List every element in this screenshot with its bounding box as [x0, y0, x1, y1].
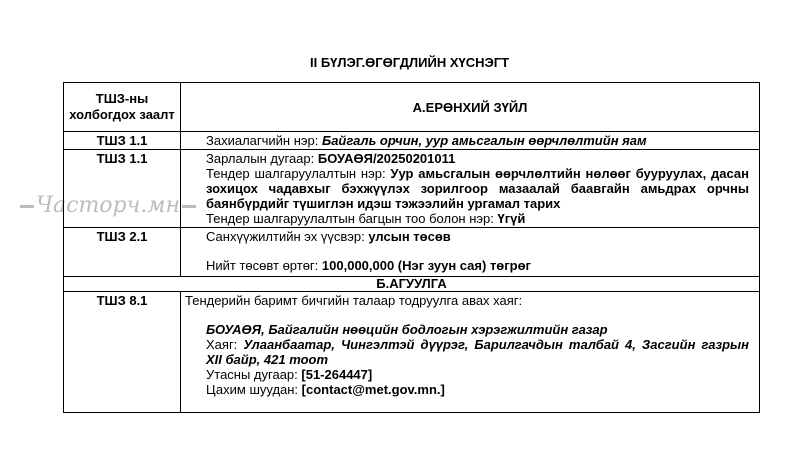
row-content — [181, 132, 760, 150]
announcement-line: Зарлалын дугаар: БОУАӨЯ/20250201011 — [206, 151, 456, 166]
table-row — [64, 228, 760, 277]
package-line: Тендер шалгаруулалтын багцын тоо болон нэр: Үгүй — [206, 211, 526, 226]
row-code: ТШЗ 2.1 — [64, 228, 181, 277]
row-code: ТШЗ 1.1 — [64, 132, 181, 150]
announcement-number: БОУАӨЯ/20250201011 — [317, 151, 456, 166]
contact-email: Цахим шуудан: [contact@met.gov.mn.] — [206, 382, 445, 397]
watermark-logo: Часторч.мн — [18, 193, 198, 218]
address-value: Улаанбаатар, Чингэлтэй дүүрэг, Барилгачдын талбай 4, Засгийн газрын XII байр, 421 тоот — [206, 337, 749, 367]
header-code-column: ТШЗ-ны холбогдох заалт — [64, 83, 181, 132]
contact-phone: Утасны дугаар: [51-264447] — [206, 367, 373, 382]
table-header-row — [64, 83, 760, 132]
table-row — [64, 150, 760, 228]
row-content — [181, 228, 760, 277]
section-b-title: Б.АГУУЛГА — [64, 277, 760, 292]
budget-line: Нийт төсөвт өртөг: 100,000,000 (Нэг зуун сая) төгрөг — [206, 258, 531, 273]
phone-value: [51-264447] — [301, 367, 373, 382]
contact-address: Хаяг: Улаанбаатар, Чингэлтэй дүүрэг, Барилгачдын талбай 4, Засгийн газрын XII байр, 421 тоот — [206, 337, 749, 367]
contact-org: БОУАӨЯ, Байгалийн нөөцийн бодлогын хэрэгжилтийн газар — [206, 322, 608, 337]
budget-value: 100,000,000 (Нэг зуун сая) төгрөг — [321, 258, 531, 273]
header-section-a: А.ЕРӨНХИЙ ЗҮЙЛ — [181, 83, 760, 132]
row-content — [181, 292, 760, 413]
funding-line: Санхүүжилтийн эх үүсвэр: улсын төсөв — [206, 229, 451, 244]
package-value: Үгүй — [497, 211, 526, 226]
row-code: ТШЗ 1.1 — [64, 150, 181, 228]
customer-value: Байгаль орчин, уур амьсгалын өөрчлөлтийн яам — [321, 133, 647, 148]
section-b-row — [64, 277, 760, 292]
tender-name-line: Тендер шалгаруулалтын нэр: Уур амьсгалын өөрчлөлтийн нөлөөг бууруулах, дасан зохицох чадавхыг бэхжүүлэх зорилгоор мазаалай баавгайн амьдрах орчны баянбүрдийг түшиглэн идэш тэжээлийн ургамал тарих — [206, 166, 749, 211]
watermark-dash-icon — [20, 205, 34, 208]
contact-intro: Тендерийн баримт бичгийн талаар тодруулга авах хаяг: — [185, 293, 523, 308]
customer-label: Захиалагчийн нэр: — [206, 133, 322, 148]
table-row — [64, 132, 760, 150]
table-row — [64, 292, 760, 413]
email-value[interactable]: [contact@met.gov.mn.] — [301, 382, 445, 397]
tender-name: Уур амьсгалын өөрчлөлтийн нөлөөг бууруулах, дасан зохицох чадавхыг бэхжүүлэх зорилгоор мазаалай баавгайн амьдрах орчны баянбүрдийг түшиглэн идэш тэжээлийн ургамал тарих — [206, 166, 749, 211]
row-code: ТШЗ 8.1 — [64, 292, 181, 413]
funding-value: улсын төсөв — [368, 229, 451, 244]
data-table — [63, 82, 760, 413]
row-content — [181, 150, 760, 228]
